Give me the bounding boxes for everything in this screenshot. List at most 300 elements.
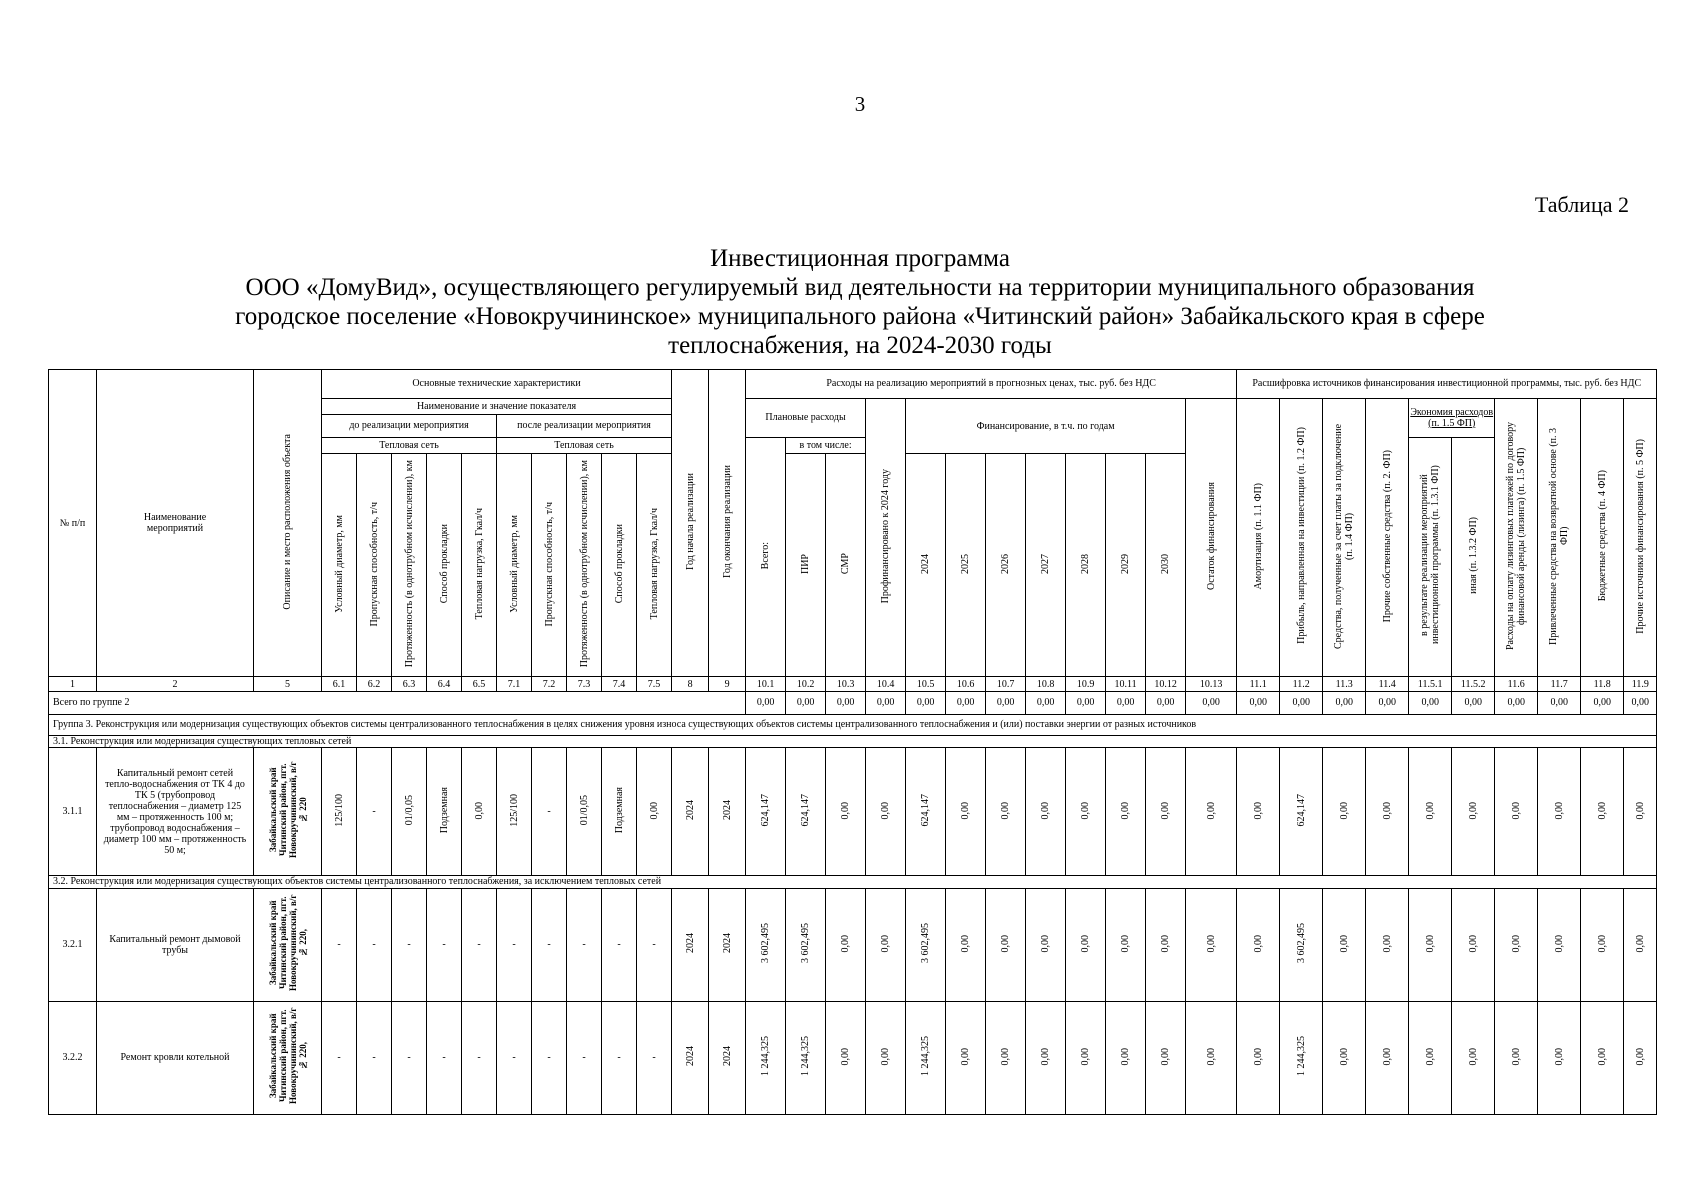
column-number: 6.5 (462, 677, 497, 692)
row-cell (1186, 888, 1237, 1001)
row-cell (602, 748, 637, 876)
header-sources: Расшифровка источников финансирования инвестиционной программы, тыс. руб. без НДС (1237, 370, 1657, 399)
column-number: 10.2 (786, 677, 826, 692)
cell-value: 0,00 (1424, 801, 1436, 819)
row-cell (392, 888, 427, 1001)
row-cell (532, 888, 567, 1001)
cell-value: 0,00 (1510, 1047, 1522, 1066)
cell-value: 1 244,325 (760, 1036, 772, 1077)
row-cell (1538, 1001, 1581, 1114)
title-line: городское поселение «Новокручининское» муниципального района «Читинский район» Забайкальского края в сфере (235, 303, 1485, 330)
column-number: 2 (97, 677, 254, 692)
row-cell (1237, 748, 1280, 876)
row-cell (1323, 888, 1366, 1001)
cell-value: 0,00 (1338, 934, 1350, 953)
column-number: 10.4 (866, 677, 906, 692)
cell-value: - (477, 1052, 481, 1064)
cell-value: 0,00 (1338, 1047, 1350, 1066)
header-economy-other: иная (п. 1.3.2 ФП) (1452, 437, 1495, 677)
column-number: 7.3 (567, 677, 602, 692)
column-number: 1 (49, 677, 97, 692)
cell-value: 125/100 (333, 793, 345, 827)
row-cell (567, 1001, 602, 1114)
row-cell (1280, 748, 1323, 876)
title-line: ООО «ДомуВид», осуществляющего регулируемый вид деятельности на территории муниципального образования (245, 274, 1475, 301)
header-after-col: Тепловая нагрузка, Гкал/ч (637, 454, 672, 677)
total-value: 0,00 (1146, 691, 1186, 714)
cell-value: - (547, 1052, 551, 1064)
row-cell (1409, 748, 1452, 876)
cell-value: 0,00 (1252, 934, 1264, 953)
row-cell (1452, 888, 1495, 1001)
cell-value: 2024 (721, 800, 733, 821)
header-name: Наименование мероприятий (97, 370, 254, 677)
cell-value: - (407, 939, 411, 951)
row-number: 3.1.1 (49, 748, 97, 876)
row-cell (532, 748, 567, 876)
row-cell (1026, 1001, 1066, 1114)
total-value: 0,00 (1366, 691, 1409, 714)
header-year: 2029 (1106, 454, 1146, 677)
row-cell (462, 1001, 497, 1114)
cell-value: 0,00 (1381, 934, 1393, 953)
row-cell (602, 1001, 637, 1114)
row-cell (672, 1001, 709, 1114)
row-cell (637, 1001, 672, 1114)
column-number: 6.4 (427, 677, 462, 692)
row-cell (1323, 1001, 1366, 1114)
row-cell (986, 888, 1026, 1001)
total-value: 0,00 (1452, 691, 1495, 714)
cell-value: 0,00 (880, 934, 892, 953)
row-cell (746, 1001, 786, 1114)
row-cell (1581, 888, 1624, 1001)
column-number: 9 (709, 677, 746, 692)
cell-value: 0,00 (1381, 1047, 1393, 1066)
header-economy-result: в результате реализации мероприятий инвестиционной программы (п. 1.3.1 ФП) (1409, 437, 1452, 677)
row-cell (826, 888, 866, 1001)
cell-value: - (337, 939, 341, 951)
column-number: 11.3 (1323, 677, 1366, 692)
row-cell (826, 1001, 866, 1114)
cell-value: 0,00 (840, 1047, 852, 1066)
row-name: Ремонт кровли котельной (97, 1001, 254, 1114)
row-number: 3.2.2 (49, 1001, 97, 1114)
row-cell (462, 888, 497, 1001)
column-number: 11.5.2 (1452, 677, 1495, 692)
header-amort: Амортизация (п. 1.1 ФП) (1237, 398, 1280, 677)
header-after: после реализации мероприятия (497, 415, 672, 438)
header-after-col: Способ прокладки (602, 454, 637, 677)
column-number: 11.5.1 (1409, 677, 1452, 692)
column-number: 11.4 (1366, 677, 1409, 692)
cell-value: - (372, 806, 376, 818)
row-cell (567, 748, 602, 876)
cell-value: 01/0,05 (403, 795, 415, 826)
header-heatnet-after: Тепловая сеть (497, 437, 672, 454)
total-value: 0,00 (746, 691, 786, 714)
total-value: 0,00 (1186, 691, 1237, 714)
row-cell (1146, 888, 1186, 1001)
total-value: 0,00 (826, 691, 866, 714)
cell-value: 0,00 (880, 801, 892, 819)
total-value: 0,00 (946, 691, 986, 714)
column-number: 5 (254, 677, 322, 692)
row-cell (637, 748, 672, 876)
cell-value: 0,00 (1040, 1047, 1052, 1066)
cell-value: - (337, 1052, 341, 1064)
total-value: 0,00 (1624, 691, 1657, 714)
total-value: 0,00 (1237, 691, 1280, 714)
cell-value: 125/100 (508, 793, 520, 827)
total-value: 0,00 (1581, 691, 1624, 714)
row-cell (497, 748, 532, 876)
cell-value: - (407, 1052, 411, 1064)
row-cell (1538, 748, 1581, 876)
row-cell (427, 748, 462, 876)
total-value: 0,00 (1026, 691, 1066, 714)
row-cell (602, 888, 637, 1001)
cell-value: - (582, 1052, 586, 1064)
column-number: 11.2 (1280, 677, 1323, 692)
column-number: 7.2 (532, 677, 567, 692)
table-body (49, 691, 1657, 1114)
header-own: Прочие собственные средства (п. 2. ФП) (1366, 398, 1409, 677)
row-cell (709, 748, 746, 876)
cell-value: 0,00 (1467, 801, 1479, 819)
column-number: 8 (672, 677, 709, 692)
cell-value: 2024 (684, 933, 696, 954)
row-cell (1495, 1001, 1538, 1114)
row-cell (497, 1001, 532, 1114)
cell-value: 2024 (721, 933, 733, 954)
column-numbers-row (49, 677, 1657, 692)
column-number: 10.3 (826, 677, 866, 692)
cell-value: 0,00 (840, 934, 852, 953)
header-incl: в том числе: (786, 437, 866, 454)
cell-value: - (617, 939, 621, 951)
header-indicator: Наименование и значение показателя (322, 398, 672, 414)
cell-value: 624,147 (800, 794, 812, 827)
header-planned: Плановые расходы (746, 398, 866, 437)
column-number: 7.4 (602, 677, 637, 692)
column-number: 10.9 (1066, 677, 1106, 692)
row-cell (1186, 1001, 1237, 1114)
cell-value: 0,00 (1160, 1047, 1172, 1066)
row-cell (906, 748, 946, 876)
row-cell (567, 888, 602, 1001)
header-budget: Бюджетные средства (п. 4 ФП) (1581, 398, 1624, 677)
cell-value: 2024 (684, 800, 696, 821)
header-remainder: Остаток финансирования (1186, 398, 1237, 677)
header-connection: Средства, полученные за счет платы за подключение (п. 1.4 ФП) (1323, 398, 1366, 677)
header-after-col: Пропускная способность, т/ч (532, 454, 567, 677)
cell-value: 3 602,495 (760, 923, 772, 964)
row-cell (1452, 1001, 1495, 1114)
column-number: 10.13 (1186, 677, 1237, 692)
cell-value: 0,00 (1040, 801, 1052, 819)
cell-value: 0,00 (1252, 1047, 1264, 1066)
row-cell (866, 888, 906, 1001)
header-year: 2027 (1026, 454, 1066, 677)
row-cell (866, 748, 906, 876)
total-value: 0,00 (1066, 691, 1106, 714)
cell-value: 0,00 (1160, 801, 1172, 819)
header-before-col: Тепловая нагрузка, Гкал/ч (462, 454, 497, 677)
cell-value: 0,00 (1553, 1047, 1565, 1066)
cell-value: 0,00 (1080, 801, 1092, 819)
cell-value: 0,00 (1634, 1047, 1646, 1066)
row-cell (1237, 1001, 1280, 1114)
title-line: Инвестиционная программа (710, 245, 1010, 272)
row-cell (1106, 748, 1146, 876)
cell-value: 0,00 (1381, 801, 1393, 819)
row-cell (1026, 748, 1066, 876)
cell-value: - (442, 1052, 446, 1064)
column-number: 7.1 (497, 677, 532, 692)
row-cell (946, 748, 986, 876)
row-cell (1066, 748, 1106, 876)
cell-value: - (547, 939, 551, 951)
cell-value: 0,00 (1080, 934, 1092, 953)
row-cell (357, 1001, 392, 1114)
cell-value: - (617, 1052, 621, 1064)
cell-value: 0,00 (1596, 801, 1608, 819)
cell-value: - (512, 1052, 516, 1064)
cell-value: 0,00 (960, 801, 972, 819)
column-number: 11.7 (1538, 677, 1581, 692)
cell-value: 1 244,325 (920, 1036, 932, 1077)
row-cell (637, 888, 672, 1001)
cell-value: 01/0,05 (578, 795, 590, 826)
header-prefinanced: Профинансировано к 2024 году (866, 398, 906, 677)
row-cell (322, 1001, 357, 1114)
header-costs: Расходы на реализацию мероприятий в прогнозных ценах, тыс. руб. без НДС (746, 370, 1237, 399)
row-cell (786, 1001, 826, 1114)
subgroup-3-1-title: 3.1. Реконструкция или модернизация существующих тепловых сетей (49, 735, 1657, 748)
cell-value: Подземная (438, 787, 450, 834)
cell-value: 0,00 (1120, 1047, 1132, 1066)
column-number: 11.6 (1495, 677, 1538, 692)
cell-value: 624,147 (920, 794, 932, 827)
row-cell (427, 888, 462, 1001)
row-cell (1366, 888, 1409, 1001)
cell-value: 0,00 (1120, 801, 1132, 819)
total-value: 0,00 (1323, 691, 1366, 714)
row-cell (986, 748, 1026, 876)
cell-value: 0,00 (1596, 1047, 1608, 1066)
row-cell (1066, 888, 1106, 1001)
row-cell (672, 888, 709, 1001)
total-value: 0,00 (786, 691, 826, 714)
cell-value: 2024 (721, 1046, 733, 1067)
row-cell (1186, 748, 1237, 876)
column-number: 11.1 (1237, 677, 1280, 692)
row-cell (357, 748, 392, 876)
cell-value: 0,00 (960, 1047, 972, 1066)
header-year: 2026 (986, 454, 1026, 677)
cell-value: - (372, 1052, 376, 1064)
header-other-sources: Прочие источники финансирования (п. 5 ФП) (1624, 398, 1657, 677)
header-financing: Финансирование, в т.ч. по годам (906, 398, 1186, 454)
cell-value: 624,147 (760, 794, 772, 827)
header-leasing: Расходы на оплату лизинговых платежей по договору финансовой аренды (лизинга) (п. 1.5 ФП) (1495, 398, 1538, 677)
cell-value: 0,00 (1510, 801, 1522, 819)
row-cell (709, 888, 746, 1001)
cell-value: 0,00 (1160, 934, 1172, 953)
cell-value: 0,00 (1510, 934, 1522, 953)
row-cell (1409, 1001, 1452, 1114)
row-cell (1624, 888, 1657, 1001)
row-cell (786, 888, 826, 1001)
header-economy: Экономия расходов (п. 1.5 ФП) (1409, 398, 1495, 437)
row-cell (1366, 1001, 1409, 1114)
total-value: 0,00 (906, 691, 946, 714)
cell-value: 3 602,495 (920, 923, 932, 964)
row-number: 3.2.1 (49, 888, 97, 1001)
header-total: Всего: (746, 437, 786, 677)
column-number: 11.8 (1581, 677, 1624, 692)
cell-value: 0,00 (1467, 934, 1479, 953)
row-desc: Забайкальский край Читинский район, пгт. Новокручининский, в/г № 220, (254, 1001, 322, 1114)
cell-value: 0,00 (960, 934, 972, 953)
column-number: 10.11 (1106, 677, 1146, 692)
column-number: 10.5 (906, 677, 946, 692)
cell-value: - (372, 939, 376, 951)
header-heatnet-before: Тепловая сеть (322, 437, 497, 454)
cell-value: 0,00 (1205, 1047, 1217, 1066)
table-row (49, 1001, 1657, 1114)
header-pir: ПИР (786, 454, 826, 677)
cell-value: - (652, 939, 656, 951)
row-cell (906, 888, 946, 1001)
row-cell (946, 1001, 986, 1114)
row-cell (1581, 748, 1624, 876)
title-line: теплоснабжения, на 2024-2030 годы (668, 332, 1052, 359)
header-profit: Прибыль, направленная на инвестиции (п. 1.2 ФП) (1280, 398, 1323, 677)
row-name: Капитальный ремонт сетей тепло-водоснабжения от ТК 4 до ТК 5 (трубопровод теплоснабжения – диаметр 125 мм – протяженность 100 м; трубопровод водоснабжения – диаметр 100 мм – протяженность 50 м; (97, 748, 254, 876)
total-value: 0,00 (986, 691, 1026, 714)
row-cell (1106, 1001, 1146, 1114)
row-cell (906, 1001, 946, 1114)
row-cell (357, 888, 392, 1001)
row-cell (497, 888, 532, 1001)
row-cell (1146, 748, 1186, 876)
cell-value: 0,00 (1252, 801, 1264, 819)
cell-value: 0,00 (473, 801, 485, 819)
row-cell (746, 748, 786, 876)
column-number: 11.9 (1624, 677, 1657, 692)
row-cell (1280, 1001, 1323, 1114)
row-desc: Забайкальский край Читинский район, пгт. Новокручининский, в/г № 220 (254, 748, 322, 876)
header-end-year: Год окончания реализации (709, 370, 746, 677)
cell-value: - (547, 806, 551, 818)
row-cell (986, 1001, 1026, 1114)
header-year: 2028 (1066, 454, 1106, 677)
row-cell (1624, 748, 1657, 876)
column-number: 10.6 (946, 677, 986, 692)
investment-program-table (48, 369, 1657, 1115)
row-cell (1624, 1001, 1657, 1114)
row-cell (709, 1001, 746, 1114)
row-cell (1066, 1001, 1106, 1114)
row-cell (672, 748, 709, 876)
header-num: № п/п (49, 370, 97, 677)
header-after-col: Условный диаметр, мм (497, 454, 532, 677)
row-cell (392, 748, 427, 876)
row-cell (1026, 888, 1066, 1001)
cell-value: 0,00 (1080, 1047, 1092, 1066)
row-cell (1106, 888, 1146, 1001)
cell-value: 0,00 (1424, 934, 1436, 953)
row-cell (1581, 1001, 1624, 1114)
total-value: 0,00 (1280, 691, 1323, 714)
group3-title: Группа 3. Реконструкция или модернизация существующих объектов системы централизованного теплоснабжения в целях снижения уровня износа существующих объектов системы централизованного теплоснабжения и (или) поставки энергии от разных источников (49, 714, 1657, 735)
row-cell (532, 1001, 567, 1114)
column-number: 10.1 (746, 677, 786, 692)
row-cell (746, 888, 786, 1001)
row-cell (826, 748, 866, 876)
table-row (49, 888, 1657, 1001)
row-cell (1495, 748, 1538, 876)
row-name: Капитальный ремонт дымовой трубы (97, 888, 254, 1001)
row-cell (1280, 888, 1323, 1001)
cell-value: Подземная (613, 787, 625, 834)
cell-value: 0,00 (840, 801, 852, 819)
cell-value: 0,00 (880, 1047, 892, 1066)
cell-value: 0,00 (1000, 934, 1012, 953)
cell-value: 0,00 (1634, 934, 1646, 953)
table-header (49, 370, 1657, 677)
column-number: 6.3 (392, 677, 427, 692)
row-cell (427, 1001, 462, 1114)
header-year: 2025 (946, 454, 986, 677)
cell-value: 1 244,325 (1295, 1036, 1307, 1077)
cell-value: 0,00 (1424, 1047, 1436, 1066)
column-number: 7.5 (637, 677, 672, 692)
row-cell (1146, 1001, 1186, 1114)
row-cell (1495, 888, 1538, 1001)
cell-value: 1 244,325 (800, 1036, 812, 1077)
cell-value: 3 602,495 (800, 923, 812, 964)
total-group2-label: Всего по группе 2 (49, 691, 746, 714)
header-year: 2024 (906, 454, 946, 677)
cell-value: 0,00 (1000, 801, 1012, 819)
cell-value: 0,00 (1338, 801, 1350, 819)
cell-value: 0,00 (1634, 801, 1646, 819)
cell-value: 624,147 (1295, 794, 1307, 827)
total-value: 0,00 (866, 691, 906, 714)
header-before-col: Условный диаметр, мм (322, 454, 357, 677)
row-cell (786, 748, 826, 876)
header-before-col: Протяженность (в однотрубном исчислении), км (392, 454, 427, 677)
row-desc: Забайкальский край Читинский район, пгт. Новокручининский, в/г № 220, (254, 888, 322, 1001)
row-cell (392, 1001, 427, 1114)
header-before-col: Способ прокладки (427, 454, 462, 677)
column-number: 6.2 (357, 677, 392, 692)
cell-value: - (477, 939, 481, 951)
cell-value: 0,00 (1553, 801, 1565, 819)
cell-value: - (652, 1052, 656, 1064)
page-number: 3 (854, 92, 866, 116)
header-before-col: Пропускная способность, т/ч (357, 454, 392, 677)
cell-value: - (582, 939, 586, 951)
cell-value: 0,00 (648, 801, 660, 819)
row-cell (462, 748, 497, 876)
row-cell (1409, 888, 1452, 1001)
header-after-col: Протяженность (в однотрубном исчислении), км (567, 454, 602, 677)
cell-value: 2024 (684, 1046, 696, 1067)
